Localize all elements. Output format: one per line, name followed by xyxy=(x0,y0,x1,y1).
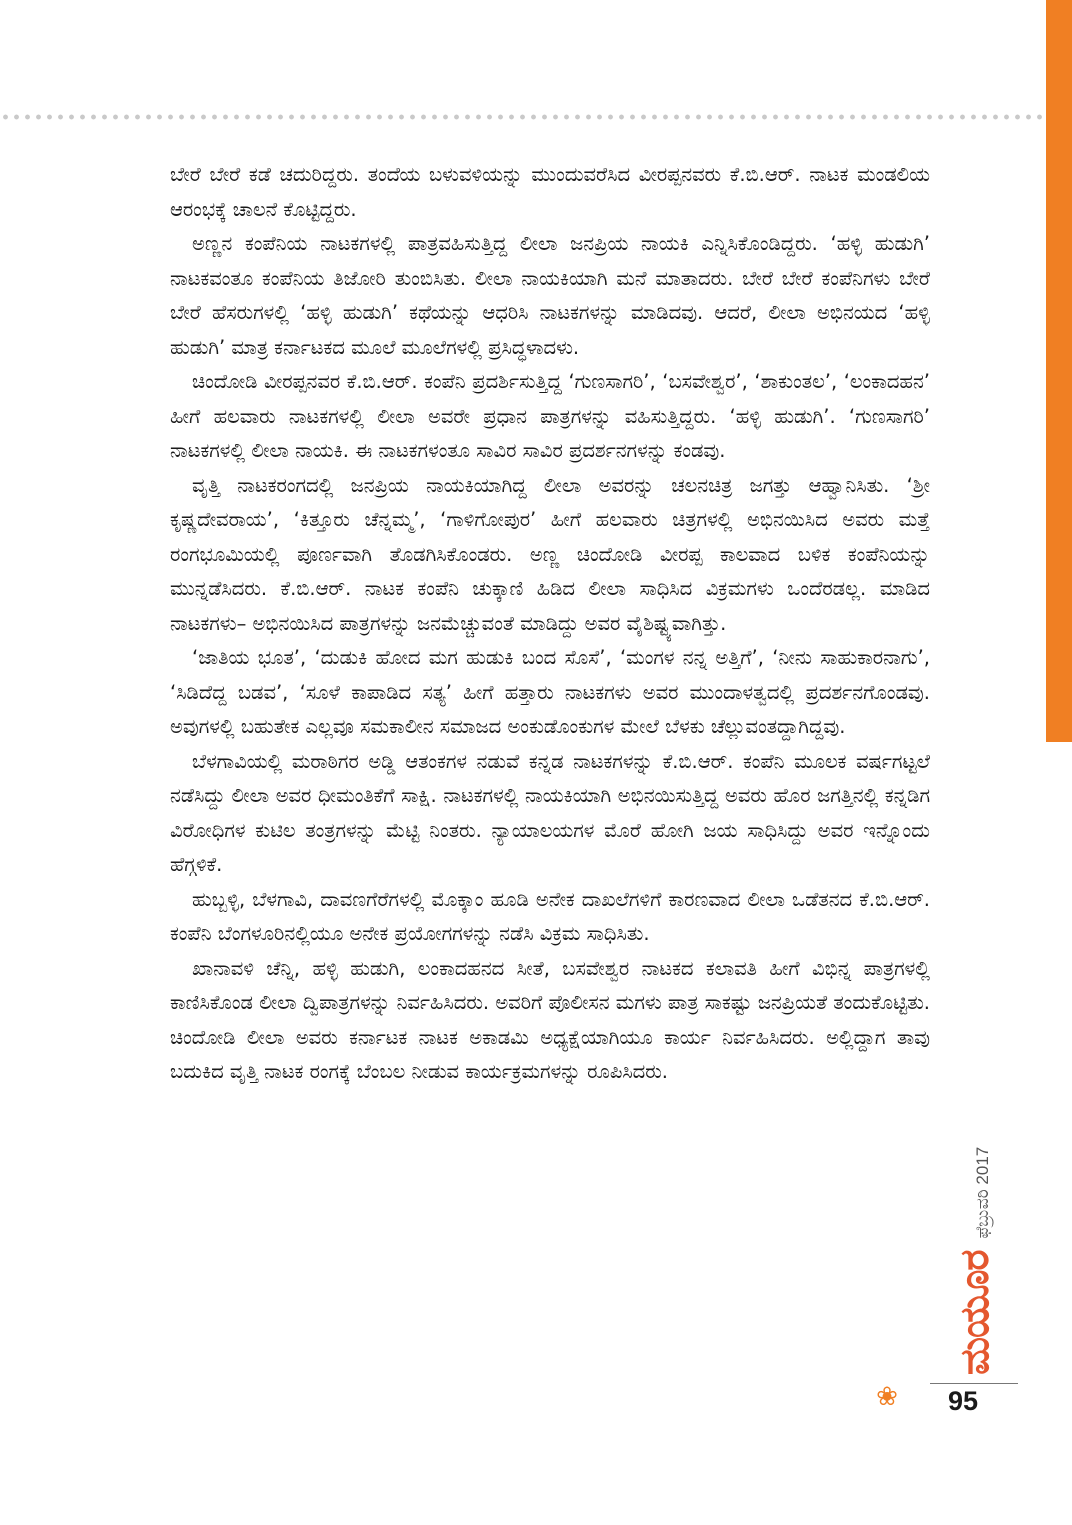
paragraph: ಅಣ್ಣನ ಕಂಪೆನಿಯ ನಾಟಕಗಳಲ್ಲಿ ಪಾತ್ರವಹಿಸುತ್ತಿದ್ದ ಲೀಲಾ ಜನಪ್ರಿಯ ನಾಯಕಿ ಎನ್ನಿಸಿಕೊಂಡಿದ್ದರು. ‘ಹಳ್ಳಿ ಹುಡುಗಿ’ ನಾಟಕವಂತೂ ಕಂಪೆನಿಯ ತಿಜೋರಿ ತುಂಬಿಸಿತು. ಲೀಲಾ ನಾಯಕಿಯಾಗಿ ಮನೆ ಮಾತಾದರು. ಬೇರೆ ಬೇರೆ ಕಂಪೆನಿಗಳು ಬೇರೆ ಬೇರೆ ಹೆಸರುಗಳಲ್ಲಿ ‘ಹಳ್ಳಿ ಹುಡುಗಿ’ ಕಥೆಯನ್ನು ಆಧರಿಸಿ ನಾಟಕಗಳನ್ನು ಮಾಡಿದವು. ಆದರೆ, ಲೀಲಾ ಅಭಿನಯದ ‘ಹಳ್ಳಿ ಹುಡುಗಿ’ ಮಾತ್ರ ಕರ್ನಾಟಕದ ಮೂಲೆ ಮೂಲೆಗಳಲ್ಲಿ ಪ್ರಸಿದ್ಧಳಾದಳು. xyxy=(170,232,930,359)
orange-edge-tab xyxy=(1046,0,1072,742)
magazine-name: ಮಯೂರ xyxy=(952,1250,998,1375)
paragraph: ಹುಬ್ಬಳ್ಳಿ, ಬೆಳಗಾವಿ, ದಾವಣಗೆರೆಗಳಲ್ಲಿ ಮೊಕ್ಕಾಂ ಹೂಡಿ ಅನೇಕ ದಾಖಲೆಗಳಿಗೆ ಕಾರಣವಾದ ಲೀಲಾ ಒಡೆತನದ ಕೆ.ಬಿ.ಆರ್. ಕಂಪೆನಿ ಬೆಂಗಳೂರಿನಲ್ಲಿಯೂ ಅನೇಕ ಪ್ರಯೋಗಗಳನ್ನು ನಡೆಸಿ ವಿಕ್ರಮ ಸಾಧಿಸಿತು. xyxy=(170,887,930,945)
issue-date: ಫೆಬ್ರುವರಿ 2017 xyxy=(973,1146,992,1239)
footer-divider xyxy=(930,1383,1018,1384)
paragraph: ‘ಜಾತಿಯ ಭೂತ’, ‘ದುಡುಕಿ ಹೋದ ಮಗ ಹುಡುಕಿ ಬಂದ ಸೊಸೆ’, ‘ಮಂಗಳ ನನ್ನ ಅತ್ತಿಗೆ’, ‘ನೀನು ಸಾಹುಕಾರನಾಗು’, ‘ಸಿಡಿದೆದ್ದ ಬಡವ’, ‘ಸೂಳೆ ಕಾಪಾಡಿದ ಸತ್ಯ’ ಹೀಗೆ ಹತ್ತಾರು ನಾಟಕಗಳು ಅವರ ಮುಂದಾಳತ್ವದಲ್ಲಿ ಪ್ರದರ್ಶನಗೊಂಡವು. ಅವುಗಳಲ್ಲಿ ಬಹುತೇಕ ಎಲ್ಲವೂ ಸಮಕಾಲೀನ ಸಮಾಜದ ಅಂಕುಡೊಂಕುಗಳ ಮೇಲೆ ಬೆಳಕು ಚೆಲ್ಲುವಂತದ್ದಾಗಿದ್ದವು. xyxy=(170,646,930,738)
page-number: 95 xyxy=(948,1386,979,1416)
article-body xyxy=(170,158,930,1090)
paragraph: ಚಿಂದೋಡಿ ವೀರಪ್ಪನವರ ಕೆ.ಬಿ.ಆರ್. ಕಂಪೆನಿ ಪ್ರದರ್ಶಿಸುತ್ತಿದ್ದ ‘ಗುಣಸಾಗರಿ’, ‘ಬಸವೇಶ್ವರ’, ‘ಶಾಕುಂತಲ’, ‘ಲಂಕಾದಹನ’ ಹೀಗೆ ಹಲವಾರು ನಾಟಕಗಳಲ್ಲಿ ಲೀಲಾ ಅವರೇ ಪ್ರಧಾನ ಪಾತ್ರಗಳನ್ನು ವಹಿಸುತ್ತಿದ್ದರು. ‘ಹಳ್ಳಿ ಹುಡುಗಿ’. ‘ಗುಣಸಾಗರಿ’ ನಾಟಕಗಳಲ್ಲಿ ಲೀಲಾ ನಾಯಕಿ. ಈ ನಾಟಕಗಳಂತೂ ಸಾವಿರ ಸಾವಿರ ಪ್ರದರ್ಶನಗಳನ್ನು ಕಂಡವು. xyxy=(170,370,930,462)
paragraph: ಬೇರೆ ಬೇರೆ ಕಡೆ ಚದುರಿದ್ದರು. ತಂದೆಯ ಬಳುವಳಿಯನ್ನು ಮುಂದುವರೆಸಿದ ವೀರಪ್ಪನವರು ಕೆ.ಬಿ.ಆರ್. ನಾಟಕ ಮಂಡಲಿಯ ಆರಂಭಕ್ಕೆ ಚಾಲನೆ ಕೊಟ್ಟಿದ್ದರು. xyxy=(170,163,930,221)
dotted-divider xyxy=(0,114,1046,120)
flower-icon: ❀ xyxy=(876,1382,898,1412)
magazine-masthead-vertical xyxy=(952,1147,998,1375)
paragraph: ಬೆಳಗಾವಿಯಲ್ಲಿ ಮರಾಠಿಗರ ಅಡ್ಡಿ ಆತಂಕಗಳ ನಡುವೆ ಕನ್ನಡ ನಾಟಕಗಳನ್ನು ಕೆ.ಬಿ.ಆರ್. ಕಂಪೆನಿ ಮೂಲಕ ವರ್ಷಗಟ್ಟಲೆ ನಡೆಸಿದ್ದು ಲೀಲಾ ಅವರ ಧೀಮಂತಿಕೆಗೆ ಸಾಕ್ಷಿ. ನಾಟಕಗಳಲ್ಲಿ ನಾಯಕಿಯಾಗಿ ಅಭಿನಯಿಸುತ್ತಿದ್ದ ಅವರು ಹೊರ ಜಗತ್ತಿನಲ್ಲಿ ಕನ್ನಡಿಗ ವಿರೋಧಿಗಳ ಕುಟಿಲ ತಂತ್ರಗಳನ್ನು ಮೆಟ್ಟಿ ನಿಂತರು. ನ್ಯಾಯಾಲಯಗಳ ಮೊರೆ ಹೋಗಿ ಜಯ ಸಾಧಿಸಿದ್ದು ಅವರ ಇನ್ನೊಂದು ಹೆಗ್ಗಳಿಕೆ. xyxy=(170,749,930,876)
paragraph: ವೃತ್ತಿ ನಾಟಕರಂಗದಲ್ಲಿ ಜನಪ್ರಿಯ ನಾಯಕಿಯಾಗಿದ್ದ ಲೀಲಾ ಅವರನ್ನು ಚಲನಚಿತ್ರ ಜಗತ್ತು ಆಹ್ವಾನಿಸಿತು. ‘ಶ್ರೀ ಕೃಷ್ಣದೇವರಾಯ’, ‘ಕಿತ್ತೂರು ಚೆನ್ನಮ್ಮ’, ‘ಗಾಳಿಗೋಪುರ’ ಹೀಗೆ ಹಲವಾರು ಚಿತ್ರಗಳಲ್ಲಿ ಅಭಿನಯಿಸಿದ ಅವರು ಮತ್ತೆ ರಂಗಭೂಮಿಯಲ್ಲಿ ಪೂರ್ಣವಾಗಿ ತೊಡಗಿಸಿಕೊಂಡರು. ಅಣ್ಣ ಚಿಂದೋಡಿ ವೀರಪ್ಪ ಕಾಲವಾದ ಬಳಿಕ ಕಂಪೆನಿಯನ್ನು ಮುನ್ನಡೆಸಿದರು. ಕೆ.ಬಿ.ಆರ್. ನಾಟಕ ಕಂಪೆನಿ ಚುಕ್ಕಾಣಿ ಹಿಡಿದ ಲೀಲಾ ಸಾಧಿಸಿದ ವಿಕ್ರಮಗಳು ಒಂದೆರಡಲ್ಲ. ಮಾಡಿದ ನಾಟಕಗಳು– ಅಭಿನಯಿಸಿದ ಪಾತ್ರಗಳನ್ನು ಜನಮೆಚ್ಚುವಂತೆ ಮಾಡಿದ್ದು ಅವರ ವೈಶಿಷ್ಟ್ಯವಾಗಿತ್ತು. xyxy=(170,473,930,635)
paragraph: ಖಾನಾವಳಿ ಚೆನ್ನಿ, ಹಳ್ಳಿ ಹುಡುಗಿ, ಲಂಕಾದಹನದ ಸೀತೆ, ಬಸವೇಶ್ವರ ನಾಟಕದ ಕಲಾವತಿ ಹೀಗೆ ವಿಭಿನ್ನ ಪಾತ್ರಗಳಲ್ಲಿ ಕಾಣಿಸಿಕೊಂಡ ಲೀಲಾ ದ್ವಿಪಾತ್ರಗಳನ್ನು ನಿರ್ವಹಿಸಿದರು. ಅವರಿಗೆ ಪೊಲೀಸನ ಮಗಳು ಪಾತ್ರ ಸಾಕಷ್ಟು ಜನಪ್ರಿಯತೆ ತಂದುಕೊಟ್ಟಿತು. ಚಿಂದೋಡಿ ಲೀಲಾ ಅವರು ಕರ್ನಾಟಕ ನಾಟಕ ಅಕಾಡಮಿ ಅಧ್ಯಕ್ಷೆಯಾಗಿಯೂ ಕಾರ್ಯ ನಿರ್ವಹಿಸಿದರು. ಅಲ್ಲಿದ್ದಾಗ ತಾವು ಬದುಕಿದ ವೃತ್ತಿ ನಾಟಕ ರಂಗಕ್ಕೆ ಬೆಂಬಲ ನೀಡುವ ಕಾರ್ಯಕ್ರಮಗಳನ್ನು ರೂಪಿಸಿದರು. xyxy=(170,956,930,1083)
